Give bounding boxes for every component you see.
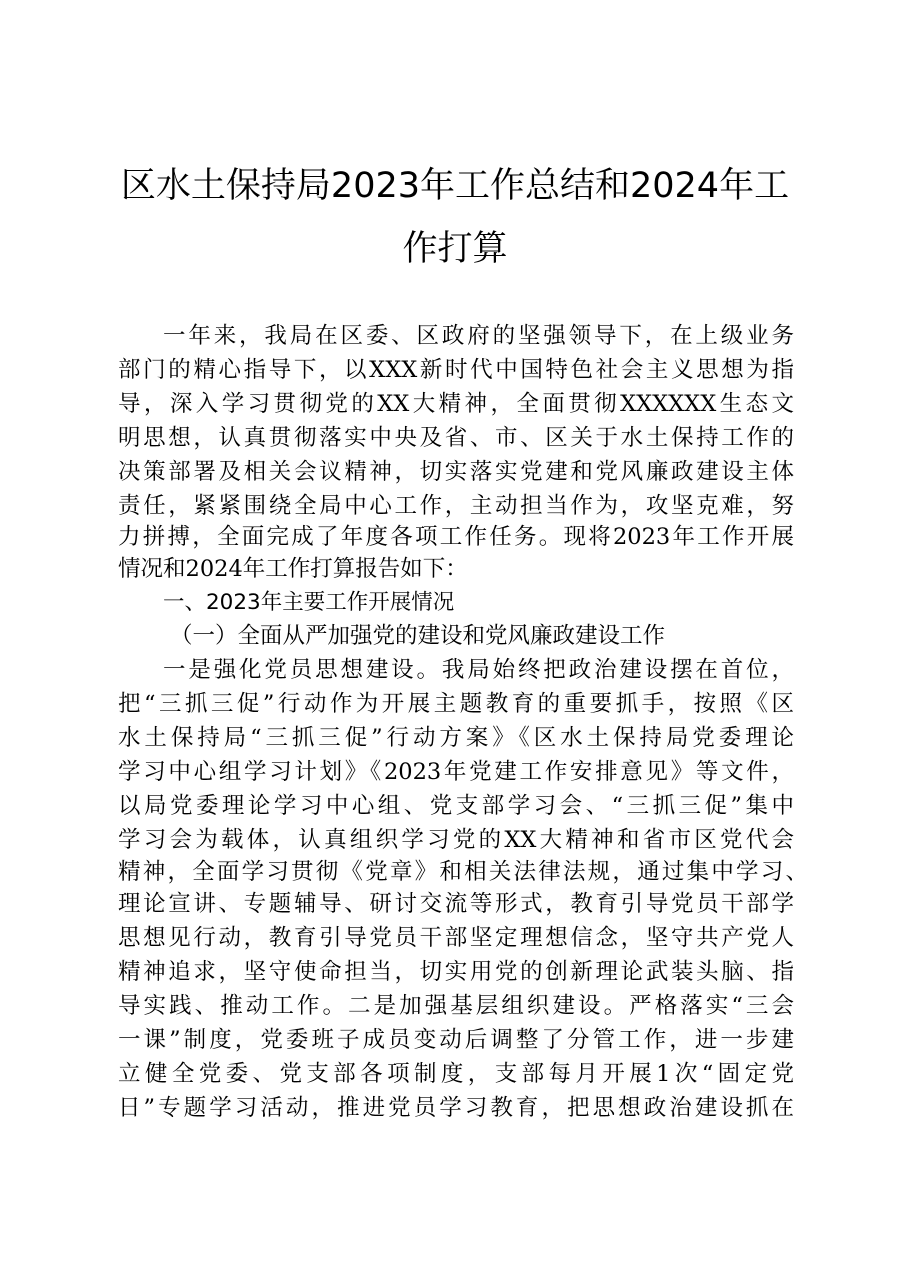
paragraph-line: 立健全党委、党支部各项制度，支部每月开展1次“固定党 [118,1061,794,1087]
paragraph-line: 理论宣讲、专题辅导、研讨交流等形式，教育引导党员干部学 [118,891,794,917]
paragraph-line: 情况和2024年工作打算报告如下： [118,556,468,582]
paragraph-line: 把“三抓三促”行动作为开展主题教育的重要抓手，按照《区 [118,691,794,717]
paragraph-line: 日”专题学习活动，推进党员学习教育，把思想政治建设抓在 [118,1095,794,1121]
paragraph-line: 水土保持局“三抓三促”行动方案》《区水土保持局党委理论 [118,725,794,751]
subsection-heading: （一）全面从严加强党的建设和党风廉政建设工作 [170,623,666,649]
paragraph-line: 一课”制度，党委班子成员变动后调整了分管工作，进一步建 [118,1027,794,1053]
paragraph-line: 精神追求，坚守使命担当，切实用党的创新理论武装头脑、指 [118,959,794,985]
paragraph-line: 责任，紧紧围绕全局中心工作，主动担当作为，攻坚克难，努 [118,493,794,519]
paragraph-line: 决策部署及相关会议精神，切实落实党建和党风廉政建设主体 [118,459,794,485]
section-heading: 一、2023年主要工作开展情况 [163,590,455,615]
paragraph-line: 导，深入学习贯彻党的XX大精神，全面贯彻XXXXXX生态文 [118,391,794,417]
paragraph-line: 学习会为载体，认真组织学习党的XX大精神和省市区党代会 [118,827,794,853]
paragraph-line: 精神，全面学习贯彻《党章》和相关法律法规，通过集中学习、 [118,859,808,885]
document-title-line-1: 区水土保持局2023年工作总结和2024年工 [120,166,790,206]
paragraph-line: 思想见行动，教育引导党员干部坚定理想信念，坚守共产党人 [118,925,794,951]
paragraph-line: 一是强化党员思想建设。我局始终把政治建设摆在首位， [163,657,794,683]
paragraph-line: 导实践、推动工作。二是加强基层组织建设。严格落实“三会 [118,993,794,1019]
paragraph-line: 明思想，认真贯彻落实中央及省、市、区关于水土保持工作的 [118,425,794,451]
paragraph-line: 学习中心组学习计划》《2023年党建工作安排意见》等文件， [118,759,794,785]
paragraph-line: 以局党委理论学习中心组、党支部学习会、“三抓三促”集中 [118,793,794,819]
paragraph-line: 一年来，我局在区委、区政府的坚强领导下，在上级业务 [163,323,794,349]
paragraph-line: 部门的精心指导下，以XXX新时代中国特色社会主义思想为指 [118,357,794,383]
paragraph-line: 力拼搏，全面完成了年度各项工作任务。现将2023年工作开展 [118,524,794,550]
document-title-line-2: 作打算 [402,229,508,269]
